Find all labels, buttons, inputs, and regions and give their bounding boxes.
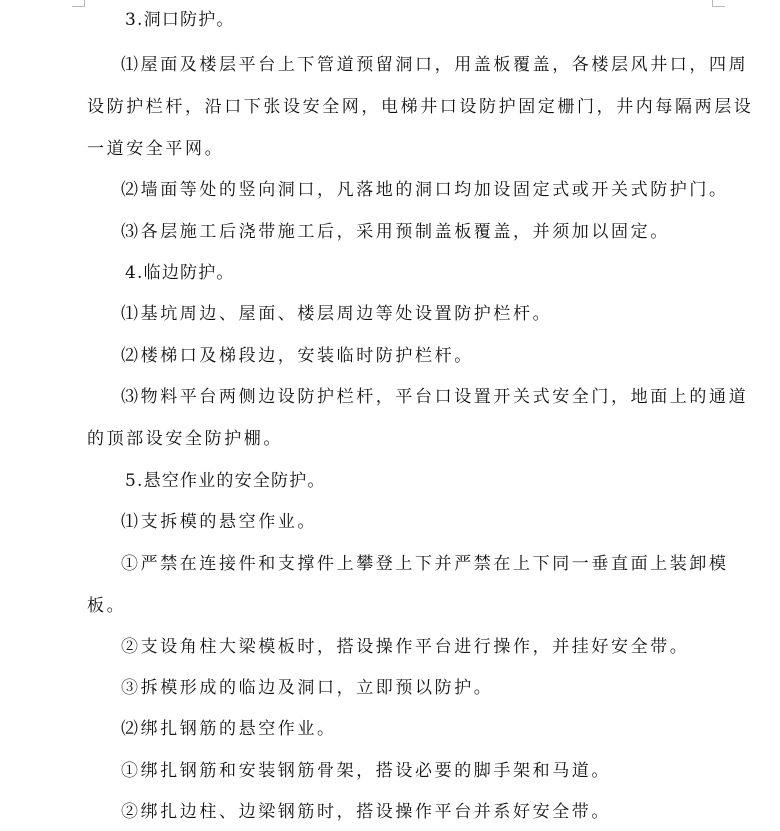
paragraph-line: ⑵墙面等处的竖向洞口，凡落地的洞口均加设固定式或开关式防护门。 (121, 180, 729, 200)
paragraph-line: ②支设角柱大梁模板时，搭设操作平台进行操作，并挂好安全带。 (121, 637, 690, 657)
section-heading-5: 5.悬空作业的安全防护。 (125, 471, 326, 491)
paragraph-line: ⑴基坑周边、屋面、楼层周边等处设置防护栏杆。 (121, 304, 553, 324)
paragraph-line: 一道安全平网。 (87, 139, 225, 159)
paragraph-line: ②绑扎边柱、边梁钢筋时，搭设操作平台并系好安全带。 (121, 802, 611, 822)
paragraph-line: ⑵楼梯口及梯段边，安装临时防护栏杆。 (121, 346, 474, 366)
paragraph-line: ⑴支拆模的悬空作业。 (121, 512, 317, 532)
paragraph-line: ⑶物料平台两侧边设防护栏杆，平台口设置开关式安全门，地面上的通道 (121, 387, 749, 407)
section-heading-3: 3.洞口防护。 (125, 10, 235, 30)
paragraph-line: 设防护栏杆，沿口下张设安全网，电梯井口设防护固定栅门，井内每隔两层设 (87, 97, 754, 117)
paragraph-line: ⑶各层施工后浇带施工后，采用预制盖板覆盖，并须加以固定。 (121, 222, 670, 242)
page-corner-mark-left (72, 0, 85, 7)
section-heading-4: 4.临边防护。 (125, 263, 235, 283)
paragraph-line: ③拆模形成的临边及洞口，立即预以防护。 (121, 678, 494, 698)
paragraph-line: ①严禁在连接件和支撑件上攀登上下并严禁在上下同一垂直面上装卸模 (121, 554, 729, 574)
paragraph-line: ⑵绑扎钢筋的悬空作业。 (121, 719, 337, 739)
paragraph-line: ①绑扎钢筋和安装钢筋骨架，搭设必要的脚手架和马道。 (121, 761, 611, 781)
paragraph-line: 板。 (87, 596, 127, 616)
paragraph-line: ⑴屋面及楼层平台上下管道预留洞口，用盖板覆盖，各楼层风井口，四周 (121, 55, 749, 75)
page-corner-mark-right (712, 0, 725, 7)
paragraph-line: 的顶部设安全防护棚。 (87, 429, 283, 449)
